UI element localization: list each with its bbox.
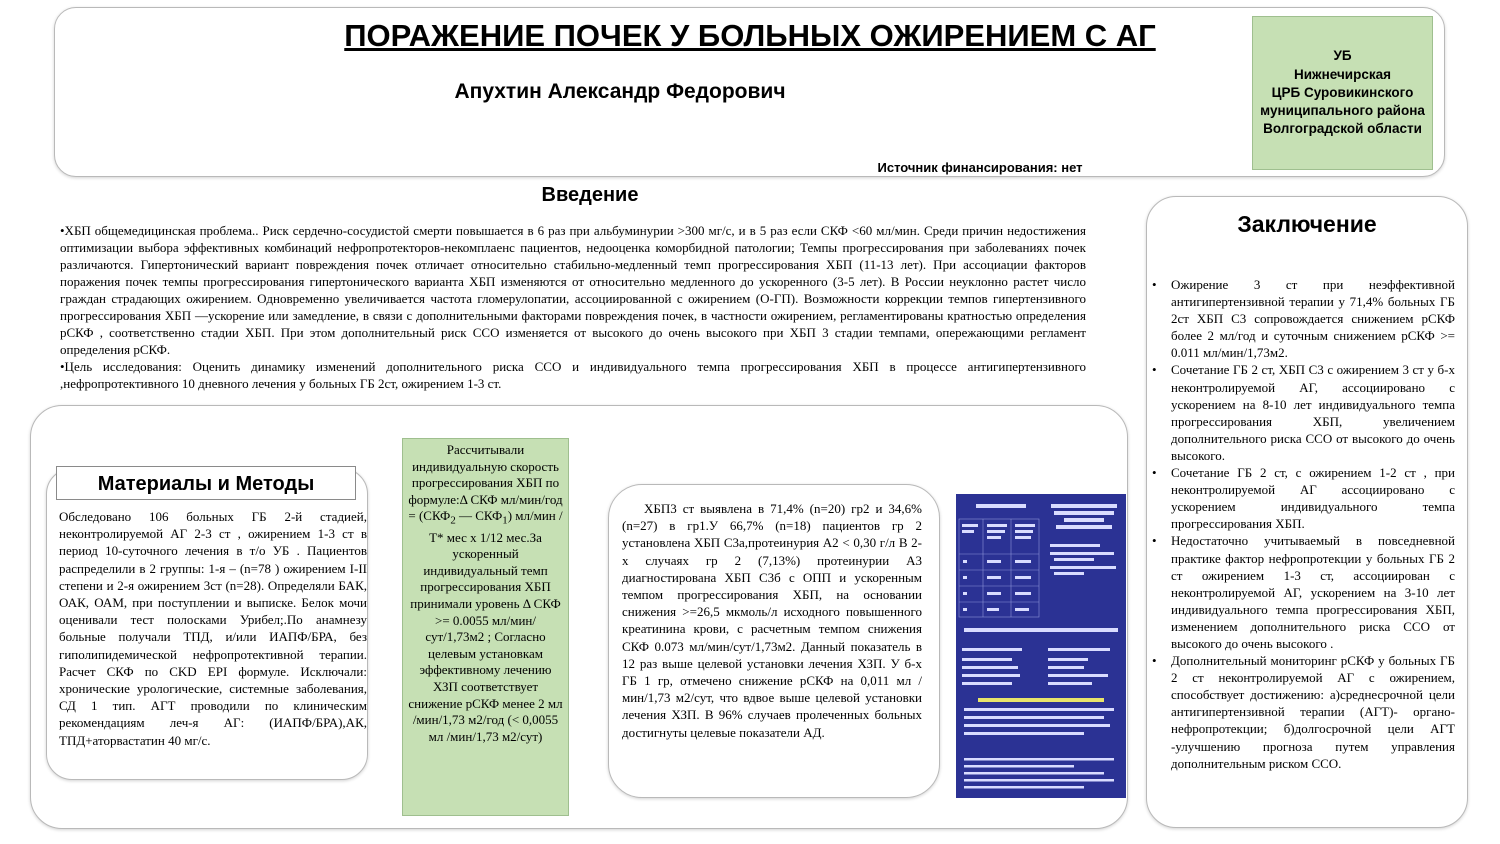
conclusion-item: • Сочетание ГБ 2 ст, ХБП С3 с ожирением 3 ст у б-х неконтролируемой АГ, ассоциировано с ускорением на 8-10 лет индивидуального темпа прогрессирования ХБП, увеличением дополнительного риска ССО от высокого до очень высокого. — [1152, 361, 1455, 464]
formula-box — [402, 438, 569, 816]
conclusion-item: • Дополнительный мониторинг рСКФ у больных ГБ 2 ст неконтролируемой АГ с ожирением, способствует достижению: а)среднесрочной цели антигипертензивной терапии (АГТ)- органо-нефропротекции; б)долгосрочной цели АГТ -улучшению прогноза путем управления дополнительным риском ССО. — [1152, 652, 1455, 772]
organization-box — [1252, 16, 1433, 170]
conclusion-heading: Заключение — [1237, 211, 1377, 237]
formula-text-middle: — СКФ — [455, 508, 503, 524]
conclusion-item: • Сочетание ГБ 2 ст, с ожирением 1-2 ст , при неконтролируемой АГ ассоциировано с ускорением индивидуального темпа прогрессирования ХБП. — [1152, 464, 1455, 532]
conclusion-item: • Недостаточно учитываемый в повседневной практике фактор нефропротекции у больных ГБ 2 ст ожирением 1-3 ст, ассоциирован с неконтролируемой АГ, ускорением на 3-10 лет индивидуального темпа прогрессирования ХБП, изменением дополнительного риска ССО от высокого до очень высокого . — [1152, 532, 1455, 652]
funding-source: Источник финансирования: нет — [877, 160, 1083, 175]
introduction-heading: Введение — [541, 184, 639, 206]
introduction-text — [60, 222, 1086, 392]
results-text: ХБП3 ст выявлена в 71,4% (n=20) гр2 и 34,6% (n=27) в гр1.У 66,7% (n=18) пациентов гр 2 установлена ХБП С3а,протеинурия А2 < 0,30 г/л В 2-х случаях гр 2 (7,13%) протеинурии А3 диагностирована ХБП С3б с ОПП и ускоренным темпом прогрессирования ХБП, на основании снижения >=26,5 мкмоль/л исходного повышенного креатинина крови, с расчетным темпом снижения СКФ 0.073 мл/мин/сут/1,73м2. Данный показатель в 12 раз выше целевой установки лечения ХЗП. У б-х ГБ 1 гр, отмечено снижение рСКФ на 0,011 мл /мин/1,73 м2/сут, что вдвое выше целевой установки лечения ХЗП. В 96% случаев пролеченных больных достигнуты целевые показатели АД. — [622, 501, 922, 740]
formula-text-start: Рассчитывали индивидуальную скорость прогрессирования ХБП по формуле:Δ СКФ мл/мин/год = (СКФ — [408, 442, 563, 524]
methods-text: Обследовано 106 больных ГБ 2-й стадией, неконтролируемой АГ 2-3 ст , ожирением 1-3 ст в период 10-суточного лечения в т/о УБ . Пациентов распределили в 2 группы: 1-я – (n=78 ) ожирением I-II степени и 2-я ожирением 3ст (n=28). Определяли БАК, ОАК, ОАМ, при поступлении и выписке. Белок мочи оценивали тест полосками Урибел;.По анамнезу больные получали ТПД, и/или ИАПФ/БРА, без гиполипидемической нефропротективной терапии. Расчет СКФ по CKD EPI формуле. Исключали: хронические урологические, системные заболевания, СД 1 тип. АГТ проводили по клиническим рекомендациям леч-я АГ: (ИАПФ/БРА),АК, ТПД+аторвастатин 40 мг/с. — [59, 509, 367, 748]
poster-title: ПОРАЖЕНИЕ ПОЧЕК У БОЛЬНЫХ ОЖИРЕНИЕМ С АГ — [344, 18, 1156, 53]
conclusion-item: • Ожирение 3 ст при неэффективной антигипертензивной терапии у 71,4% больных ГБ 2ст ХБП С3 сопровождается снижением рСКФ более 2 мл/год и суточным снижением рСКФ >= 0.011 мл/мин/1,73м2. — [1152, 276, 1455, 361]
methods-heading: Материалы и Методы — [56, 466, 356, 500]
ckd-table-slide-image — [956, 494, 1126, 798]
formula-subscript-2: 2 — [450, 514, 456, 527]
author-name: Апухтин Александр Федорович — [454, 80, 786, 103]
formula-subscript-1: 1 — [502, 514, 508, 527]
formula-text-end: ) мл/мин / Т* мес х 1/12 мес.За ускоренный индивидуальный темп прогрессирования ХБП принимали уровень Δ СКФ >= 0.0055 мл/мин/сут/1,73м2 ; Согласно целевым установкам эффективному лечению ХЗП соответствует снижение рСКФ менее 2 мл /мин/1,73 м2/год (< 0,0055 мл /мин/1,73 м2/сут) — [408, 508, 563, 744]
introduction-paragraph: •ХБП общемедицинская проблема.. Риск сердечно-сосудистой смерти повышается в 6 раз при альбуминурии >300 мг/с, и в 5 раз если СКФ <60 мл/мин. Среди причин недостижения оптимизации выбора эффективных комбинаций нефропротекторов-некомплаенс пациентов, недооценка коморбидной патологии; Темпы прогрессирования при заболеваниях почек различаются. Гипертонический вариант повреждения почек отличает относительно стабильно-медленный темп прогрессирования ХБП (11-13 лет). При ассоциации факторов поражения почек темпы прогрессирования гипертонического варианта ХБП изменяются от относительно медленного до ускоренного (3-5 лет). В России неуклонно растет число граждан страдающих ожирением. Одновременно увеличивается частота гломерулопатии, ассоциированной с ожирением (О-ГП). Возможности коррекции темпов гипертензивного прогрессирования ХБП —ускорение или замедление, в связи с дополнительными факторами повреждения почек, в частности ожирением, регламентированы кратностью определения рСКФ , соответственно стадии ХБП. При этом дополнительный риск ССО изменяется от высокого до очень высокого при ХБП 3 стадии темпами, опережающими регламент определения рСКФ. — [60, 223, 1086, 357]
organization-name: УБ Нижнечирская ЦРБ Суровикинского муниципального района Волгоградской области — [1260, 48, 1425, 137]
conclusion-list — [1152, 276, 1455, 772]
study-aim-paragraph: •Цель исследования: Оценить динамику изменений дополнительного риска ССО и индивидуального темпа прогрессирования ХБП в процессе антигипертензивного ,нефропротективного 10 дневного лечения у больных ГБ 2ст, ожирением 1-3 ст. — [60, 359, 1086, 391]
